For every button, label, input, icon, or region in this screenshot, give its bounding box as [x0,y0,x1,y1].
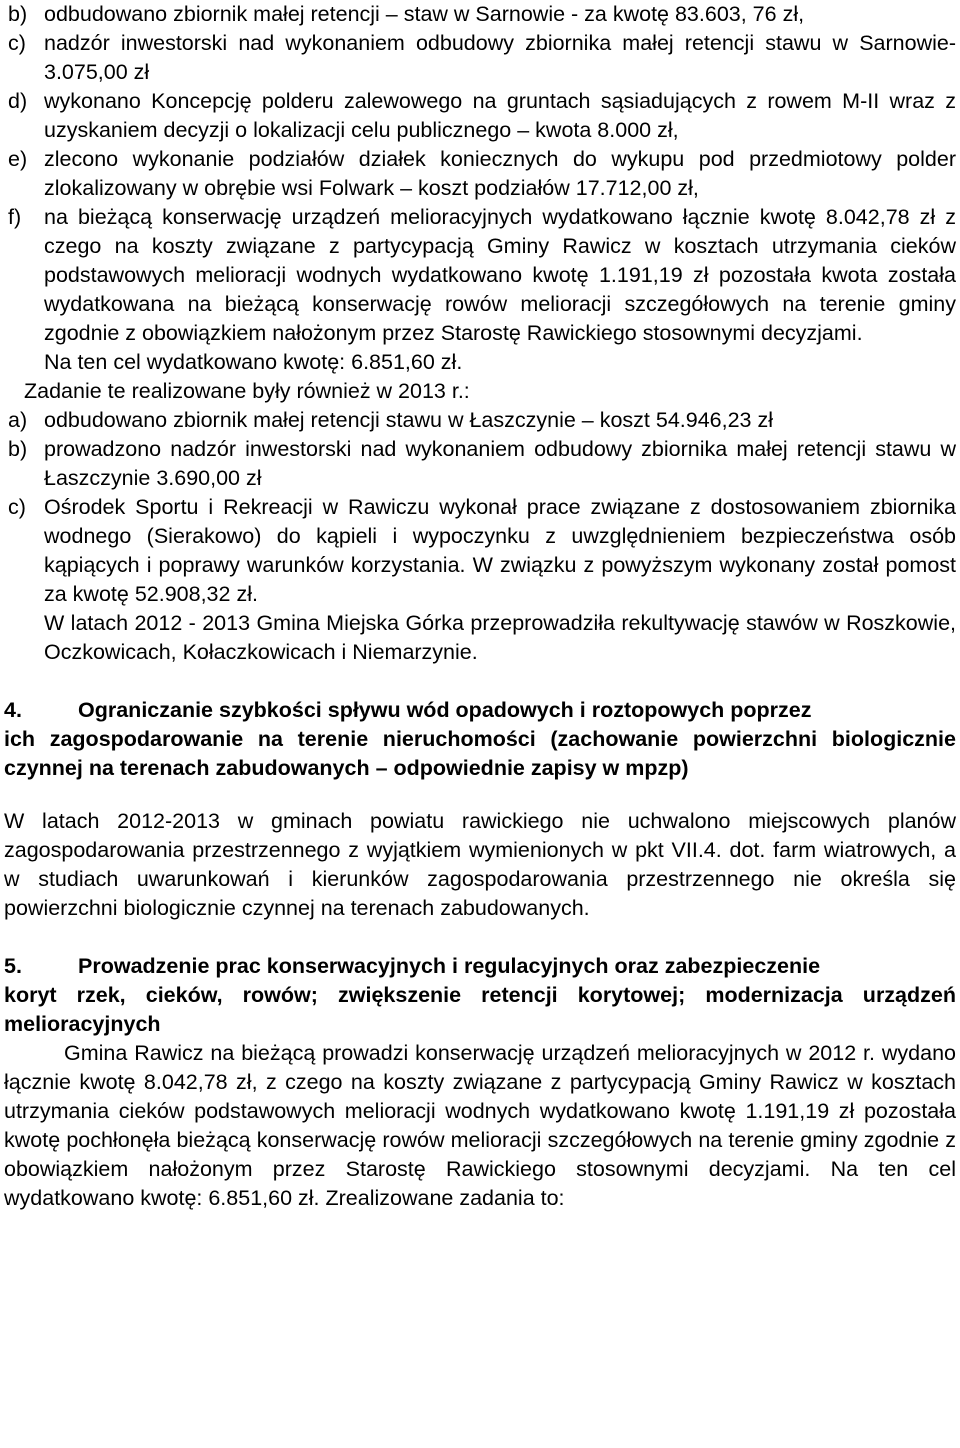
section-4-heading [4,696,956,725]
section-5 [4,952,956,1213]
list-marker: e) [8,147,28,171]
list-marker: f) [8,205,22,229]
list-item [4,493,956,609]
section-title-continued: koryt rzek, cieków, rowów; zwiększenie retencji korytowej; modernizacja urządzeń melioracyjnych [4,983,956,1036]
list-item [4,145,956,203]
list-item-text: na bieżącą konserwację urządzeń melioracyjnych wydatkowano łącznie kwotę 8.042,78 zł z czego na koszty związane z partycypacją Gminy Rawicz w kosztach utrzymania cieków podstawowych melioracji wodnych wydatkowano kwotę 1.191,19 zł pozostała kwota została wydatkowana na bieżącą konserwację rowów melioracji szczegółowych na terenie gminy zgodnie z obowiązkiem nałożonym przez Starostę Rawickiego stosownymi decyzjami. [44,205,956,345]
section-title: Ograniczanie szybkości spływu wód opadowych i roztopowych poprzez [78,698,812,722]
list-marker: b) [8,437,28,461]
list-item [4,435,956,493]
section-4 [4,696,956,923]
section-body: Gmina Rawicz na bieżącą prowadzi konserwację urządzeń melioracyjnych w 2012 r. wydano łącznie kwotę 8.042,78 zł, z czego na koszty związane z partycypacją Gminy Rawicz w kosztach utrzymania cieków podstawowych melioracji wodnych wydatkowano kwotę 1.191,19 zł pozostała kwotę pochłonęła bieżącą konserwację rowów melioracji szczegółowych na terenie gminy zgodnie z obowiązkiem nałożonym przez Starostę Rawickiego stosownymi decyzjami. Na ten cel wydatkowano kwotę: 6.851,60 zł. Zrealizowane zadania to: [4,1041,956,1210]
list-2013-tasks [4,406,956,609]
list-2012-tasks [4,0,956,348]
list-item-text: zlecono wykonanie podziałów działek koniecznych do wykupu pod przedmiotowy polder zlokalizowany w obrębie wsi Folwark – koszt podziałów 17.712,00 zł, [44,147,956,200]
list-item-text: prowadzono nadzór inwestorski nad wykonaniem odbudowy zbiornika małej retencji stawu w Łaszczynie 3.690,00 zł [44,437,956,490]
list-item-text: Ośrodek Sportu i Rekreacji w Rawiczu wykonał prace związane z dostosowaniem zbiornika wodnego (Sierakowo) do kąpieli i wypoczynku z uwzględnieniem bezpieczeństwa osób kąpiących i poprawy warunków korzystania. W związku z powyższym wykonany został pomost za kwotę 52.908,32 zł. [44,495,956,606]
list-item [4,203,956,348]
list-marker: c) [8,31,26,55]
list-item-text: nadzór inwestorski nad wykonaniem odbudowy zbiornika małej retencji stawu w Sarnowie- 3.075,00 zł [44,31,956,84]
section-number: 5. [4,954,22,978]
list-marker: a) [8,408,28,432]
list-item [4,406,956,435]
total-2012: Na ten cel wydatkowano kwotę: 6.851,60 zł. [44,350,463,374]
section-title-continued: ich zagospodarowanie na terenie nieruchomości (zachowanie powierzchni biologicznie czynnej na terenach zabudowanych – odpowiednie zapisy w mpzp) [4,727,956,780]
section-number: 4. [4,698,22,722]
section-body: W latach 2012-2013 w gminach powiatu rawickiego nie uchwalono miejscowych planów zagospodarowania przestrzennego z wyjątkiem wymienionych w pkt VII.4. dot. farm wiatrowych, a w studiach uwarunkowań i kierunków zagospodarowania przestrzennego nie określa się powierzchni biologicznie czynnej na terenach zabudowanych. [4,809,956,920]
list-item-text: odbudowano zbiornik małej retencji stawu w Łaszczynie – koszt 54.946,23 zł [44,408,774,432]
section-5-heading [4,952,956,981]
list-item-text: wykonano Koncepcję polderu zalewowego na gruntach sąsiadujących z rowem M-II wraz z uzyskaniem decyzji o lokalizacji celu publicznego – kwota 8.000 zł, [44,89,956,142]
list-marker: b) [8,2,28,26]
list-item [4,0,956,29]
list-item [4,29,956,87]
miejska-gorka-paragraph: W latach 2012 - 2013 Gmina Miejska Górka przeprowadziła rekultywację stawów w Roszkowie, Oczkowicach, Kołaczkowicach i Niemarzynie. [44,611,956,664]
list-item [4,87,956,145]
list-item-text: odbudowano zbiornik małej retencji – staw w Sarnowie - za kwotę 83.603, 76 zł, [44,2,805,26]
list-marker: d) [8,89,28,113]
section-title: Prowadzenie prac konserwacyjnych i regulacyjnych oraz zabezpieczenie [78,954,821,978]
tasks-2013-intro: Zadanie te realizowane były również w 2013 r.: [24,379,470,403]
list-marker: c) [8,495,26,519]
